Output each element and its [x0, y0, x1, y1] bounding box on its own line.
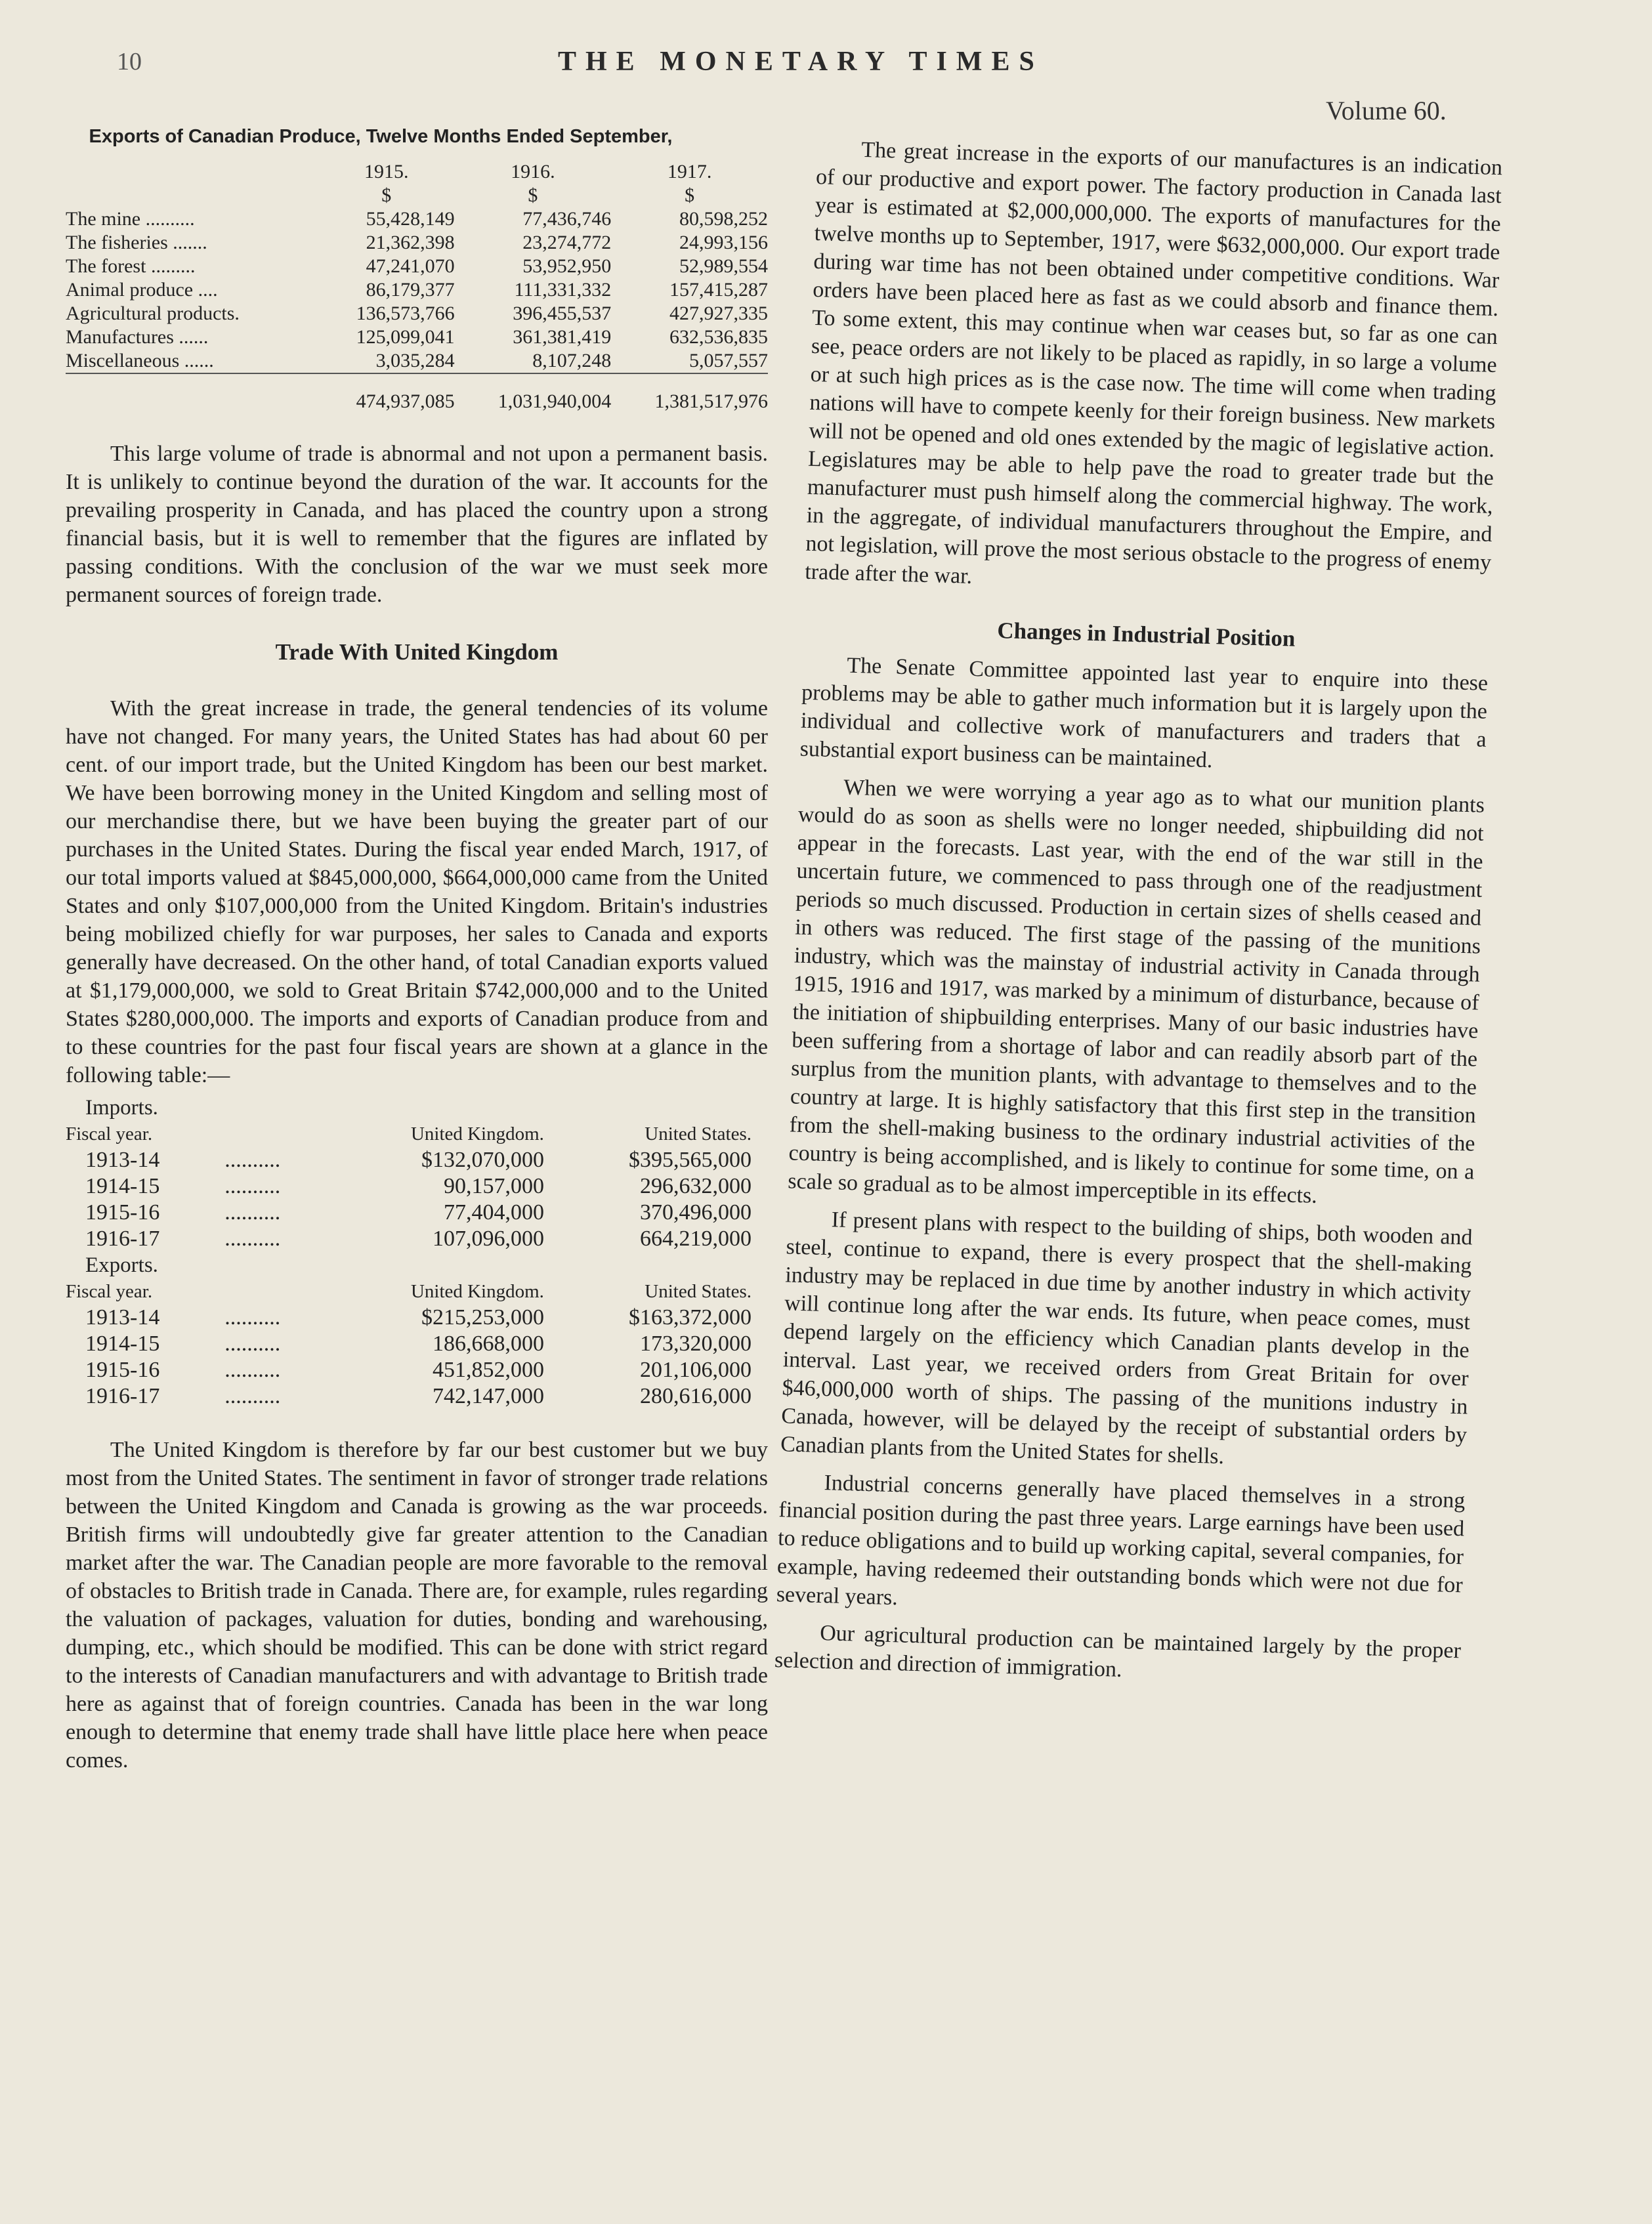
us-value: 173,320,000	[640, 1332, 752, 1356]
volume-label: Volume 60.	[1326, 96, 1447, 125]
paragraph: The United Kingdom is therefore by far our best customer but we buy most from the United States. The sentiment in favor of stronger trade relations between the United Kingdom and Canada is growing as the war proceeds. British firms will undoubtedly give far greater attention to the Canadian market after the war. The Canadian people are more favorable to the removal of obstacles to British trade in Canada. There are, for example, rules regarding the valuation of packages, valuation for duties, bonding and warehousing, dumping, etc., which should be modified. This can be done with strict regard to the interests of Canadian manufacturers and with advantage to British trade here as against that of foreign countries. Canada has been in the war long enough to determine that enemy trade shall have little place here when peace comes.	[66, 1438, 768, 1773]
us-value: $163,372,000	[629, 1305, 752, 1330]
cell-value: 53,952,950	[522, 255, 612, 277]
us-value: 280,616,000	[640, 1384, 752, 1408]
trade-header-row	[66, 1278, 752, 1305]
cell-value: 8,107,248	[532, 350, 612, 371]
uk-header: United Kingdom.	[410, 1281, 544, 1302]
uk-value: 742,147,000	[432, 1384, 544, 1408]
cell-value: 632,536,835	[669, 326, 768, 348]
imports-caption: Imports.	[85, 1096, 158, 1120]
currency-header: $	[528, 184, 538, 206]
total-row	[66, 373, 768, 413]
section-heading: Trade With United Kingdom	[275, 639, 559, 665]
table-row	[66, 231, 768, 255]
fiscal-year: 1916-17	[85, 1384, 160, 1408]
leader-dots: ..........	[224, 1227, 281, 1251]
cell-value: 47,241,070	[366, 255, 455, 277]
table-row	[66, 1200, 752, 1226]
trade-header-row	[66, 1121, 752, 1147]
exports-year-row	[66, 160, 768, 184]
uk-value: 90,157,000	[443, 1174, 544, 1198]
cell-value: 361,381,419	[513, 326, 612, 348]
paragraph: The Senate Committee appointed last year to enquire into these problems may be able to gather much information but it is largely upon the individual and collective work of manufacturers and traders that a substantial export business can be maintained.	[799, 653, 1489, 773]
fiscal-year: 1916-17	[85, 1227, 160, 1251]
us-value: 201,106,000	[640, 1358, 752, 1382]
right-column	[774, 135, 1503, 1682]
table-row	[66, 1226, 752, 1252]
cell-value: 80,598,252	[679, 208, 768, 230]
total-value: 1,031,940,004	[455, 373, 612, 413]
row-label: The forest .........	[66, 255, 196, 277]
row-label: The fisheries .......	[66, 232, 207, 253]
uk-value: 77,404,000	[443, 1200, 544, 1225]
exports-table	[66, 160, 768, 413]
exports-caption: Exports.	[85, 1253, 158, 1277]
us-value: 296,632,000	[640, 1174, 752, 1198]
page-number: 10	[117, 48, 142, 75]
table-row	[66, 349, 768, 373]
exports-table-title: Exports of Canadian Produce, Twelve Months Ended September,	[89, 126, 673, 147]
left-column	[66, 115, 768, 1774]
table-row	[66, 278, 768, 302]
uk-value: 107,096,000	[432, 1227, 544, 1251]
cell-value: 5,057,557	[689, 350, 768, 371]
cell-value: 427,927,335	[669, 303, 768, 324]
paragraph: Our agricultural production can be maintained largely by the proper selection and direction of immigration.	[774, 1621, 1462, 1682]
us-header: United States.	[645, 1123, 752, 1144]
leader-dots: ..........	[224, 1384, 281, 1408]
cell-value: 396,455,537	[513, 303, 612, 324]
uk-value: $132,070,000	[421, 1148, 544, 1172]
uk-value: 186,668,000	[432, 1332, 544, 1356]
uk-header: United Kingdom.	[410, 1123, 544, 1144]
fiscal-year-header: Fiscal year.	[66, 1123, 153, 1144]
paragraph: Industrial concerns generally have placed themselves in a strong financial position during the past three years. Large earnings have been used to reduce obligations and to build up working capital, several companies, for example, having redeemed their outstanding bonds which were not due for several years.	[776, 1471, 1466, 1610]
table-row	[66, 1331, 752, 1357]
cell-value: 77,436,746	[522, 208, 612, 230]
row-label: The mine ..........	[66, 208, 195, 230]
fiscal-year-header: Fiscal year.	[66, 1281, 153, 1302]
currency-header: $	[381, 184, 392, 206]
leader-dots: ..........	[224, 1200, 281, 1225]
table-row	[66, 1357, 752, 1383]
paragraph: With the great increase in trade, the general tendencies of its volume have not changed. For many years, the United States has had about 60 per cent. of our import trade, but the United Kingdom has been our best market. We have been borrowing money in the United Kingdom and selling most of our merchandise there, but we have been buying the greater part of our purchases in the United States. During the fiscal year ended March, 1917, of our total imports valued at $845,000,000, $664,000,000 came from the United States and only $107,000,000 from the United Kingdom. Britain's industries being mobilized chiefly for war purposes, her sales to Canada and exports generally have decreased. On the other hand, of total Canadian exports valued at $1,179,000,000, we sold to Great Britain $742,000,000 and to the United States $280,000,000. The imports and exports of Canadian produce from and to these countries for the past four fiscal years are shown at a glance in the following table:—	[66, 696, 768, 1087]
fiscal-year: 1914-15	[85, 1174, 160, 1198]
row-label: Miscellaneous ......	[66, 350, 214, 371]
paragraph: The great increase in the exports of our manufactures is an indication of our productive and export power. The factory production in Canada last year is estimated at $2,000,000,000. The exports of manufactures for the twelve months up to September, 1917, were $632,000,000. Our export trade during war time has not been obtained under competitive conditions. War orders have been placed here as fast as we could absorb and finance them. To some extent, this may continue when war ceases but, so far as one can see, peace orders are not likely to be placed as rapidly, in so large a volume or at such high prices as is the case now. The time will come when trading nations will have to compete keenly for their foreign business. New markets will not be opened and old ones extended by the magic of legislative action. Legislatures may be able to help pave the road to greater trade but the manufacturer must push himself along the commercial highway. The work, in the aggregate, of individual manufacturers throughout the Empire, and not legislation, will prove the most serious obstacle to the progress of enemy trade after the war.	[804, 137, 1503, 589]
table-row	[66, 255, 768, 278]
masthead-title: THE MONETARY TIMES	[558, 47, 1044, 77]
table-row	[66, 325, 768, 349]
year-header: 1915.	[364, 161, 409, 182]
total-value: 1,381,517,976	[611, 373, 768, 413]
cell-value: 21,362,398	[366, 232, 455, 253]
fiscal-year: 1913-14	[85, 1148, 160, 1172]
row-label: Manufactures ......	[66, 326, 209, 348]
us-value: 370,496,000	[640, 1200, 752, 1225]
right-column-text	[774, 135, 1502, 1693]
year-header: 1917.	[667, 161, 712, 182]
leader-dots: ..........	[224, 1305, 281, 1330]
trade-table	[66, 1095, 752, 1410]
uk-value: $215,253,000	[421, 1305, 544, 1330]
leader-dots: ..........	[224, 1148, 281, 1172]
cell-value: 136,573,766	[356, 303, 455, 324]
row-label: Animal produce ....	[66, 279, 218, 301]
paragraph: This large volume of trade is abnormal and not upon a permanent basis. It is unlikely to continue beyond the duration of the war. It accounts for the prevailing prosperity in Canada, and has placed the country upon a strong financial basis, but it is well to remember that the figures are inflated by passing conditions. With the conclusion of the war we must seek more permanent sources of foreign trade.	[66, 442, 768, 607]
cell-value: 23,274,772	[522, 232, 612, 253]
total-value: 474,937,085	[318, 373, 455, 413]
table-row	[66, 1383, 752, 1410]
row-label: Agricultural products.	[66, 303, 240, 324]
fiscal-year: 1913-14	[85, 1305, 160, 1330]
table-row	[66, 1305, 752, 1331]
cell-value: 3,035,284	[375, 350, 455, 371]
cell-value: 157,415,287	[669, 279, 768, 301]
table-row	[66, 207, 768, 231]
cell-value: 55,428,149	[366, 208, 455, 230]
table-row	[66, 1173, 752, 1200]
cell-value: 24,993,156	[679, 232, 768, 253]
us-header: United States.	[645, 1281, 752, 1302]
cell-value: 52,989,554	[679, 255, 768, 277]
uk-value: 451,852,000	[432, 1358, 544, 1382]
exports-currency-row	[66, 184, 768, 207]
leader-dots: ..........	[224, 1358, 281, 1382]
leader-dots: ..........	[224, 1332, 281, 1356]
fiscal-year: 1915-16	[85, 1200, 160, 1225]
paragraph: If present plans with respect to the building of ships, both wooden and steel, continue to expand, there is every prospect that the shell-making industry may be replaced in due time by another industry in which activity will continue long after the war ends. Its future, when peace comes, must depend largely on the efficiency which Canadian plants develop in the interval. Last year, we received orders from Great Britain for over $46,000,000 worth of ships. The passing of the munitions industry in Canada, however, will be delayed by the receipt of substantial orders by Canadian plants from the United States for shells.	[780, 1207, 1473, 1469]
table-row	[66, 302, 768, 325]
leader-dots: ..........	[224, 1174, 281, 1198]
us-value: 664,219,000	[640, 1227, 752, 1251]
paragraph: When we were worrying a year ago as to what our munition plants would do as soon as shells were no longer needed, shipbuilding did not appear in the forecasts. Last year, with the end of the war still in the uncertain future, we commenced to pass through one of the readjustment periods so much discussed. Production in certain sizes of shells ceased and in others was reduced. The first stage of the passing of the munitions industry, which was the mainstay of industrial activity in Canada through 1915, 1916 and 1917, was marked by a minimum of disturbance, because of the initiation of shipbuilding enterprises. Many of our basic industries have been suffering from a shortage of labor and can readily absorb part of the surplus from the munition plants, with advantage to themselves and to the country at large. It is highly satisfactory that this first step in the transition from the shell-making business to the ordinary industrial activities of the country is being accomplished, and is likely to continue for some time, on a scale so gradual as to be almost imperceptible in its effects.	[787, 775, 1485, 1208]
fiscal-year: 1915-16	[85, 1358, 160, 1382]
cell-value: 125,099,041	[356, 326, 455, 348]
table-row	[66, 1147, 752, 1173]
currency-header: $	[685, 184, 695, 206]
us-value: $395,565,000	[629, 1148, 752, 1172]
section-heading: Changes in Industrial Position	[996, 617, 1296, 652]
cell-value: 86,179,377	[366, 279, 455, 301]
fiscal-year: 1914-15	[85, 1332, 160, 1356]
year-header: 1916.	[511, 161, 555, 182]
cell-value: 111,331,332	[514, 279, 612, 301]
